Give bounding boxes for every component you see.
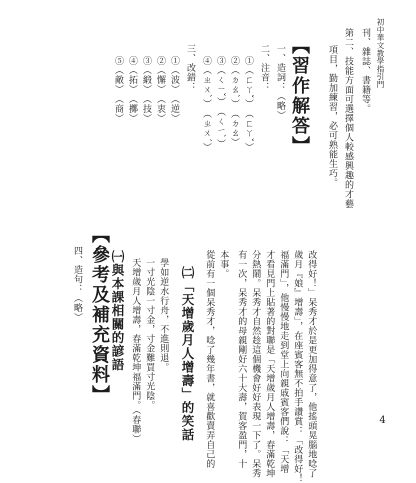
correction-item: ①（波） （逆） — [169, 56, 179, 123]
q1-vocab: 一、造詞：（略） — [275, 44, 285, 120]
phonetic-item: ①（ㄈㄚˇ） （ㄈㄚˇ） — [243, 56, 253, 152]
story-line: 才看見門上貼著的對聯是「天增歲月人增壽，春滿乾坤 — [264, 250, 275, 478]
proverb-line: 天增歲月人增壽，春滿乾坤福滿門。（春聯） — [130, 258, 141, 444]
story-line: 福滿門」，他慢慢地走到堂上向親戚賓客們說：「天增 — [278, 250, 289, 474]
story-line: 本事。 — [218, 250, 229, 279]
proverbs-subtitle: ㈠與本課相關的諺語 — [110, 250, 125, 372]
reference-title: 【參考及補充資料】 — [89, 225, 110, 405]
page-number: 4 — [379, 415, 386, 426]
q2-label: 二、注音： — [259, 44, 269, 92]
top-line-2: 第二、技能方面可選擇個人較感興趣的才藝 — [343, 28, 353, 209]
story-line: 有一次，呆秀才的母親剛好六十大壽，賀客盈門，十 — [236, 250, 247, 469]
top-line-3: 項目，勤加練習，必可熟能生巧。 — [327, 45, 337, 188]
exercise-answers-title: 【習作解答】 — [289, 36, 310, 156]
phonetic-item: ④（ㄓㄨˋ） （ㄓㄨˊ） — [201, 56, 211, 152]
running-head: 初中華文教學指引門 — [376, 18, 385, 89]
story-line: 分熱鬧。呆秀才自然趁這個機會好好表現一下了。呆秀 — [250, 250, 261, 478]
correction-item: ③（緞） （技） — [141, 56, 151, 123]
q3-label: 三、改錯： — [185, 44, 195, 92]
story-subtitle: ㈡「天增歲月人增壽」的笑話 — [180, 266, 195, 442]
story-line: 從前有一個呆秀才，唸了幾年書，就喜歡賣弄自己的 — [204, 250, 215, 469]
proverb-line: 學如逆水行舟，不進則退。 — [158, 258, 169, 372]
correction-item: ④（拓） （擲） — [127, 56, 137, 123]
q4-sentence: 四、造句：（略） — [72, 246, 82, 322]
correction-item: ②（懈） （衷） — [155, 56, 165, 123]
correction-item: ⑤（敵） （商） — [113, 56, 123, 123]
phonetic-item: ③（ㄑㄧˇ） （ㄑㄧˋ） — [215, 56, 225, 149]
story-line: 歲月『娘』增壽」，在座賓客無不拍手讚賞：「改得好！ — [292, 250, 303, 483]
story-line: 改得好！」呆秀才於是更加得意了，他搖頭晃腦地唸了 — [306, 250, 317, 478]
proverb-line: 一寸光陰一寸金，寸金難買寸光陰。 — [144, 258, 155, 410]
phonetic-item: ②（ㄉㄠˋ） （ㄉㄠ） — [229, 56, 239, 147]
top-line-1: 刊、雜誌、書籍等。 — [360, 28, 370, 114]
